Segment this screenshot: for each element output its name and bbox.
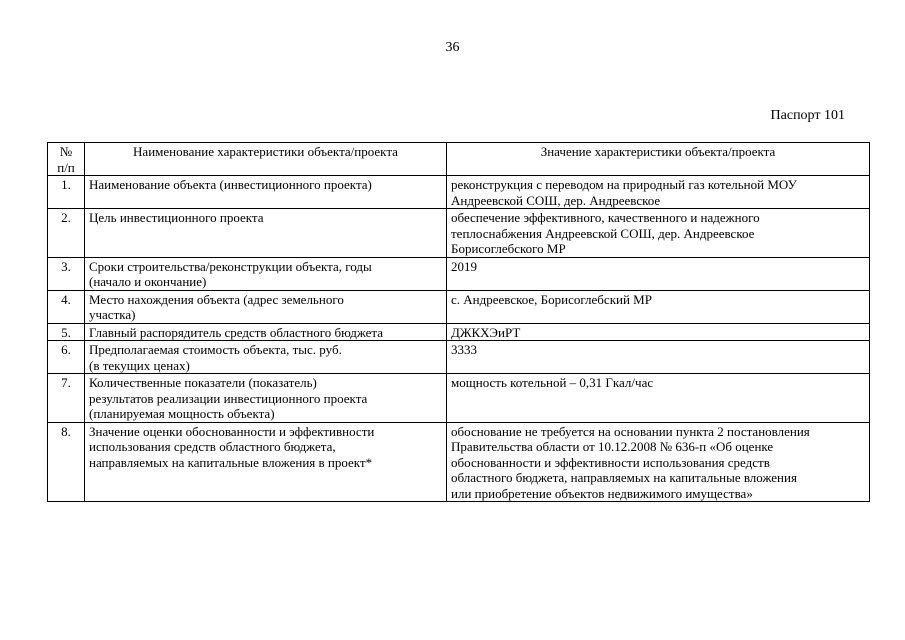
characteristic-name-line: результатов реализации инвестиционного проекта — [89, 390, 368, 406]
passport-table — [47, 142, 870, 502]
row-number: 8. — [48, 422, 85, 502]
characteristic-value-line: Борисоглебского МР — [451, 241, 566, 256]
characteristic-value — [447, 422, 870, 502]
table-row — [48, 257, 870, 290]
characteristic-name — [85, 257, 447, 290]
characteristic-value-line: обоснованности и эффективности использования средств — [451, 454, 770, 470]
characteristic-value-line: Правительства области от 10.12.2008 № 636-п «Об оценке — [451, 439, 774, 454]
characteristic-name-line: использования средств областного бюджета, — [89, 439, 336, 454]
characteristic-value-line: обеспечение эффективного, качественного и надежного — [451, 210, 760, 225]
characteristic-value-line: 3333 — [451, 342, 477, 357]
table-row — [48, 290, 870, 323]
characteristic-value-line: мощность котельной – 0,31 Гкал/час — [451, 375, 654, 390]
table-row — [48, 422, 870, 502]
row-number: 7. — [48, 374, 85, 423]
characteristic-value — [447, 209, 870, 258]
table-row — [48, 323, 870, 341]
page-number: 36 — [445, 40, 460, 55]
characteristic-name-line: Наименование объекта (инвестиционного проекта) — [89, 177, 372, 192]
header-name: Наименование характеристики объекта/проекта — [85, 143, 447, 176]
characteristic-value — [447, 341, 870, 374]
characteristic-name — [85, 422, 447, 502]
characteristic-value — [447, 176, 870, 209]
characteristic-value-line: ДЖКХЭиРТ — [451, 324, 521, 340]
row-number: 3. — [48, 257, 85, 290]
characteristic-name-line: Количественные показатели (показатель) — [89, 375, 317, 390]
row-number: 4. — [48, 290, 85, 323]
characteristic-value-line: областного бюджета, направляемых на капитальные вложения — [451, 470, 797, 485]
header-num-line: п/п — [57, 159, 75, 175]
characteristic-name-line: (начало и окончание) — [89, 274, 207, 289]
row-number: 1. — [48, 176, 85, 209]
row-number: 6. — [48, 341, 85, 374]
characteristic-value-line: 2019 — [451, 258, 477, 274]
characteristic-name-line: Значение оценки обоснованности и эффективности — [89, 423, 375, 439]
passport-label: Паспорт 101 — [770, 108, 845, 123]
characteristic-name-line: Предполагаемая стоимость объекта, тыс. руб. — [89, 342, 342, 357]
row-number: 5. — [48, 323, 85, 341]
characteristic-name-line: Главный распорядитель средств областного бюджета — [89, 324, 384, 340]
table-row — [48, 341, 870, 374]
row-number: 2. — [48, 209, 85, 258]
characteristic-value-line: Андреевской СОШ, дер. Андреевское — [451, 192, 661, 208]
characteristic-value-line: теплоснабжения Андреевской СОШ, дер. Андреевское — [451, 225, 755, 241]
characteristic-value-line: реконструкция с переводом на природный газ котельной МОУ — [451, 177, 797, 192]
characteristic-name-line: (планируемая мощность объекта) — [89, 406, 275, 421]
characteristic-value — [447, 374, 870, 423]
header-num — [48, 143, 85, 176]
characteristic-value-line: или приобретение объектов недвижимого имущества» — [451, 485, 753, 501]
characteristic-name-line: Место нахождения объекта (адрес земельного — [89, 291, 344, 307]
characteristic-name — [85, 290, 447, 323]
header-num-line: № — [59, 144, 73, 159]
characteristic-value — [447, 323, 870, 341]
table-row — [48, 374, 870, 423]
characteristic-name-line: участка) — [89, 307, 136, 322]
characteristic-value-line: обоснование не требуется на основании пункта 2 постановления — [451, 423, 810, 439]
characteristic-name — [85, 323, 447, 341]
characteristic-value — [447, 290, 870, 323]
characteristic-name-line: Сроки строительства/реконструкции объекта, годы — [89, 258, 372, 274]
characteristic-name — [85, 176, 447, 209]
characteristic-name-line: направляемых на капитальные вложения в проект* — [89, 454, 373, 470]
table-row — [48, 176, 870, 209]
characteristic-value-line: с. Андреевское, Борисоглебский МР — [451, 291, 652, 307]
characteristic-name — [85, 374, 447, 423]
table-body — [48, 176, 870, 502]
table-row — [48, 209, 870, 258]
characteristic-name — [85, 341, 447, 374]
characteristic-name-line: (в текущих ценах) — [89, 357, 190, 373]
header-value: Значение характеристики объекта/проекта — [447, 143, 870, 176]
characteristic-name — [85, 209, 447, 258]
characteristic-value — [447, 257, 870, 290]
characteristic-name-line: Цель инвестиционного проекта — [89, 210, 264, 225]
table-header-row — [48, 143, 870, 176]
